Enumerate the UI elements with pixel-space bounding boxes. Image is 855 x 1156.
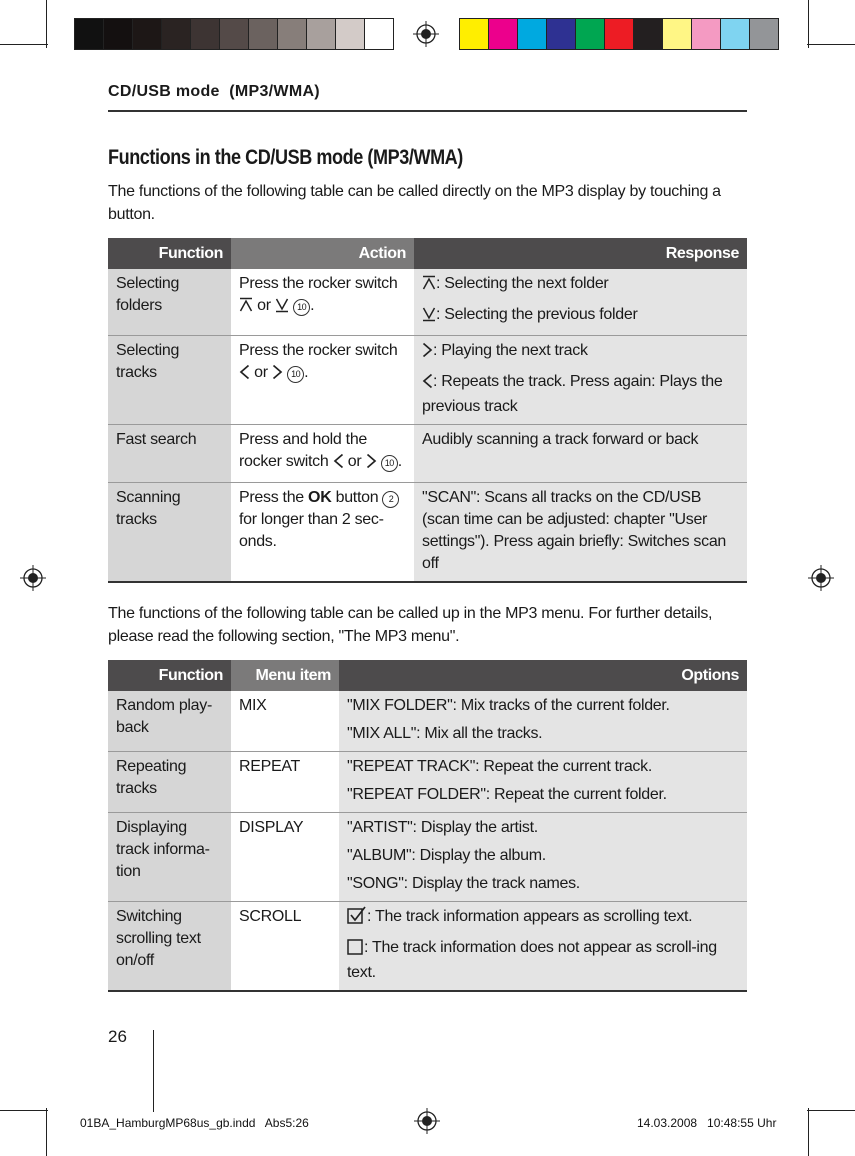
- footer-timestamp: 14.03.2008 10:48:55 Uhr: [637, 1116, 777, 1130]
- registration-mark-icon: [808, 565, 834, 591]
- cell-text: Press and hold the rocker switch: [239, 431, 368, 470]
- action-cell: [231, 269, 414, 336]
- page-number: 26: [108, 1027, 127, 1046]
- action-cell: [231, 336, 414, 425]
- menu-functions-table: [108, 660, 747, 992]
- color-swatch: [133, 19, 162, 49]
- column-header-function: Function: [108, 660, 231, 691]
- left-arrow-icon: [333, 453, 344, 476]
- cell-text: "ALBUM": Display the album.: [347, 847, 546, 864]
- up-arrow-icon: [422, 275, 436, 298]
- function-cell: Selecting folders: [108, 269, 231, 336]
- color-swatch: [489, 19, 518, 49]
- checkbox-checked-icon: [347, 906, 367, 931]
- color-swatch: [692, 19, 721, 49]
- response-line: [422, 429, 739, 451]
- color-swatch: [278, 19, 307, 49]
- crop-mark: [807, 1110, 855, 1111]
- menu-item-cell: MIX: [231, 691, 339, 752]
- option-line: [347, 937, 739, 984]
- control-reference-number: 10: [287, 366, 304, 383]
- crop-mark: [46, 1108, 47, 1156]
- crop-mark: [808, 0, 809, 48]
- cell-text: "REPEAT TRACK": Repeat the current track.: [347, 758, 652, 775]
- function-cell: Fast search: [108, 425, 231, 483]
- column-header-function: Function: [108, 238, 231, 269]
- control-reference-number: 2: [382, 491, 399, 508]
- option-line: [347, 695, 739, 717]
- table-header-row: [108, 238, 747, 269]
- color-swatch: [104, 19, 133, 49]
- color-bar: [459, 18, 779, 50]
- response-line: [422, 304, 739, 329]
- cell-text: Audibly scanning a track forward or back: [422, 431, 699, 448]
- registration-mark-icon: [20, 565, 46, 591]
- table-row: [108, 336, 747, 425]
- action-cell: [231, 483, 414, 583]
- action-cell: [231, 425, 414, 483]
- crop-mark: [0, 44, 48, 45]
- option-line: [347, 817, 739, 839]
- column-header-response: Response: [414, 238, 747, 269]
- color-swatch: [220, 19, 249, 49]
- option-line: [347, 723, 739, 745]
- header-rule: [108, 110, 747, 112]
- crop-mark: [808, 1108, 809, 1156]
- intro-paragraph-2: The functions of the following table can be called up in the MP3 menu. For further details, please read the following section, "The MP3 menu".: [108, 605, 713, 645]
- registration-mark-icon: [413, 21, 439, 47]
- table-row: [108, 752, 747, 813]
- color-swatch: [576, 19, 605, 49]
- checkbox-empty-icon: [347, 937, 364, 962]
- cell-text: "MIX FOLDER": Mix tracks of the current folder.: [347, 697, 670, 714]
- table-row: [108, 902, 747, 992]
- response-cell: [414, 483, 747, 583]
- cell-text: : The track information does not appear as scroll-ing text.: [347, 939, 717, 981]
- option-line: [347, 845, 739, 867]
- cell-text: .: [304, 364, 309, 381]
- table-row: [108, 483, 747, 583]
- down-arrow-icon: [422, 306, 436, 329]
- crop-mark: [0, 1110, 48, 1111]
- control-reference-number: 10: [293, 299, 310, 316]
- cell-text: : Repeats the track. Press again: Plays the previous track: [422, 373, 723, 415]
- down-arrow-icon: [275, 297, 289, 320]
- grayscale-bar: [74, 18, 394, 50]
- cell-text: "SONG": Display the track names.: [347, 875, 580, 892]
- color-swatch: [460, 19, 489, 49]
- column-header-options: Options: [339, 660, 747, 691]
- options-cell: [339, 813, 747, 902]
- color-swatch: [336, 19, 365, 49]
- option-line: [347, 873, 739, 895]
- crop-mark: [807, 44, 855, 45]
- color-swatch: [634, 19, 663, 49]
- running-head: CD/USB mode (MP3/WMA): [108, 83, 320, 100]
- color-swatch: [307, 19, 336, 49]
- response-cell: [414, 425, 747, 483]
- color-swatch: [365, 19, 393, 49]
- option-line: [347, 784, 739, 806]
- response-line: [422, 273, 739, 298]
- menu-item-cell: DISPLAY: [231, 813, 339, 902]
- response-line: [422, 340, 739, 365]
- cell-text: : The track information appears as scrolling text.: [367, 908, 693, 925]
- color-swatch: [663, 19, 692, 49]
- color-swatch: [547, 19, 576, 49]
- crop-mark: [46, 0, 47, 48]
- function-cell: Switching scrolling text on/off: [108, 902, 231, 992]
- menu-item-cell: REPEAT: [231, 752, 339, 813]
- cell-text: or: [257, 297, 271, 314]
- response-cell: [414, 269, 747, 336]
- left-arrow-icon: [239, 364, 250, 387]
- right-arrow-icon: [422, 342, 433, 365]
- cell-text: Press the rocker switch: [239, 342, 398, 359]
- footer-file-slug: 01BA_HamburgMP68us_gb.indd Abs5:26: [80, 1116, 309, 1130]
- color-swatch: [750, 19, 778, 49]
- cell-text: : Selecting the next folder: [436, 275, 609, 292]
- function-cell: Random play-back: [108, 691, 231, 752]
- color-swatch: [721, 19, 750, 49]
- cell-text: : Selecting the previous folder: [436, 306, 638, 323]
- right-arrow-icon: [272, 364, 283, 387]
- cell-text: button: [335, 489, 379, 506]
- cell-text: : Playing the next track: [433, 342, 588, 359]
- function-cell: Repeating tracks: [108, 752, 231, 813]
- response-line: [422, 371, 739, 418]
- function-cell: Selecting tracks: [108, 336, 231, 425]
- ok-button-label: OK: [308, 489, 332, 506]
- cell-text: "MIX ALL": Mix all the tracks.: [347, 725, 543, 742]
- folio-rule: [153, 1030, 154, 1112]
- table-row: [108, 425, 747, 483]
- registration-mark-icon: [414, 1108, 440, 1134]
- column-header-action: Action: [231, 238, 414, 269]
- cell-text: Press the: [239, 489, 304, 506]
- table-row: [108, 691, 747, 752]
- option-line: [347, 906, 739, 931]
- cell-text: or: [347, 453, 362, 470]
- cell-text: .: [397, 453, 402, 470]
- menu-item-cell: SCROLL: [231, 902, 339, 992]
- function-cell: Displaying track informa-tion: [108, 813, 231, 902]
- table-row: [108, 813, 747, 902]
- response-cell: [414, 336, 747, 425]
- column-header-menu-item: Menu item: [231, 660, 339, 691]
- options-cell: [339, 691, 747, 752]
- color-swatch: [162, 19, 191, 49]
- cell-text: .: [310, 297, 315, 314]
- page-title: Functions in the CD/USB mode (MP3/WMA): [108, 146, 463, 169]
- cell-text: or: [254, 364, 268, 381]
- color-swatch: [191, 19, 220, 49]
- table-row: [108, 269, 747, 336]
- cell-text: "ARTIST": Display the artist.: [347, 819, 538, 836]
- cell-text: Press the rocker switch: [239, 275, 398, 292]
- intro-paragraph-1: The functions of the following table can be called directly on the MP3 display by touching a button.: [108, 183, 721, 223]
- color-swatch: [249, 19, 278, 49]
- cell-text: for longer than 2 sec-onds.: [239, 511, 384, 550]
- right-arrow-icon: [366, 453, 377, 476]
- color-swatch: [605, 19, 634, 49]
- options-cell: [339, 902, 747, 992]
- color-swatch: [75, 19, 104, 49]
- cell-text: "SCAN": Scans all tracks on the CD/USB (scan time can be adjusted: chapter "User settings"). Press again briefly: Switches scan off: [422, 489, 727, 572]
- up-arrow-icon: [239, 297, 253, 320]
- control-reference-number: 10: [381, 455, 398, 472]
- cell-text: "REPEAT FOLDER": Repeat the current folder.: [347, 786, 667, 803]
- left-arrow-icon: [422, 373, 433, 396]
- options-cell: [339, 752, 747, 813]
- color-swatch: [518, 19, 547, 49]
- option-line: [347, 756, 739, 778]
- response-line: [422, 487, 739, 575]
- function-cell: Scanning tracks: [108, 483, 231, 583]
- direct-functions-table: [108, 238, 747, 583]
- table-header-row: [108, 660, 747, 691]
